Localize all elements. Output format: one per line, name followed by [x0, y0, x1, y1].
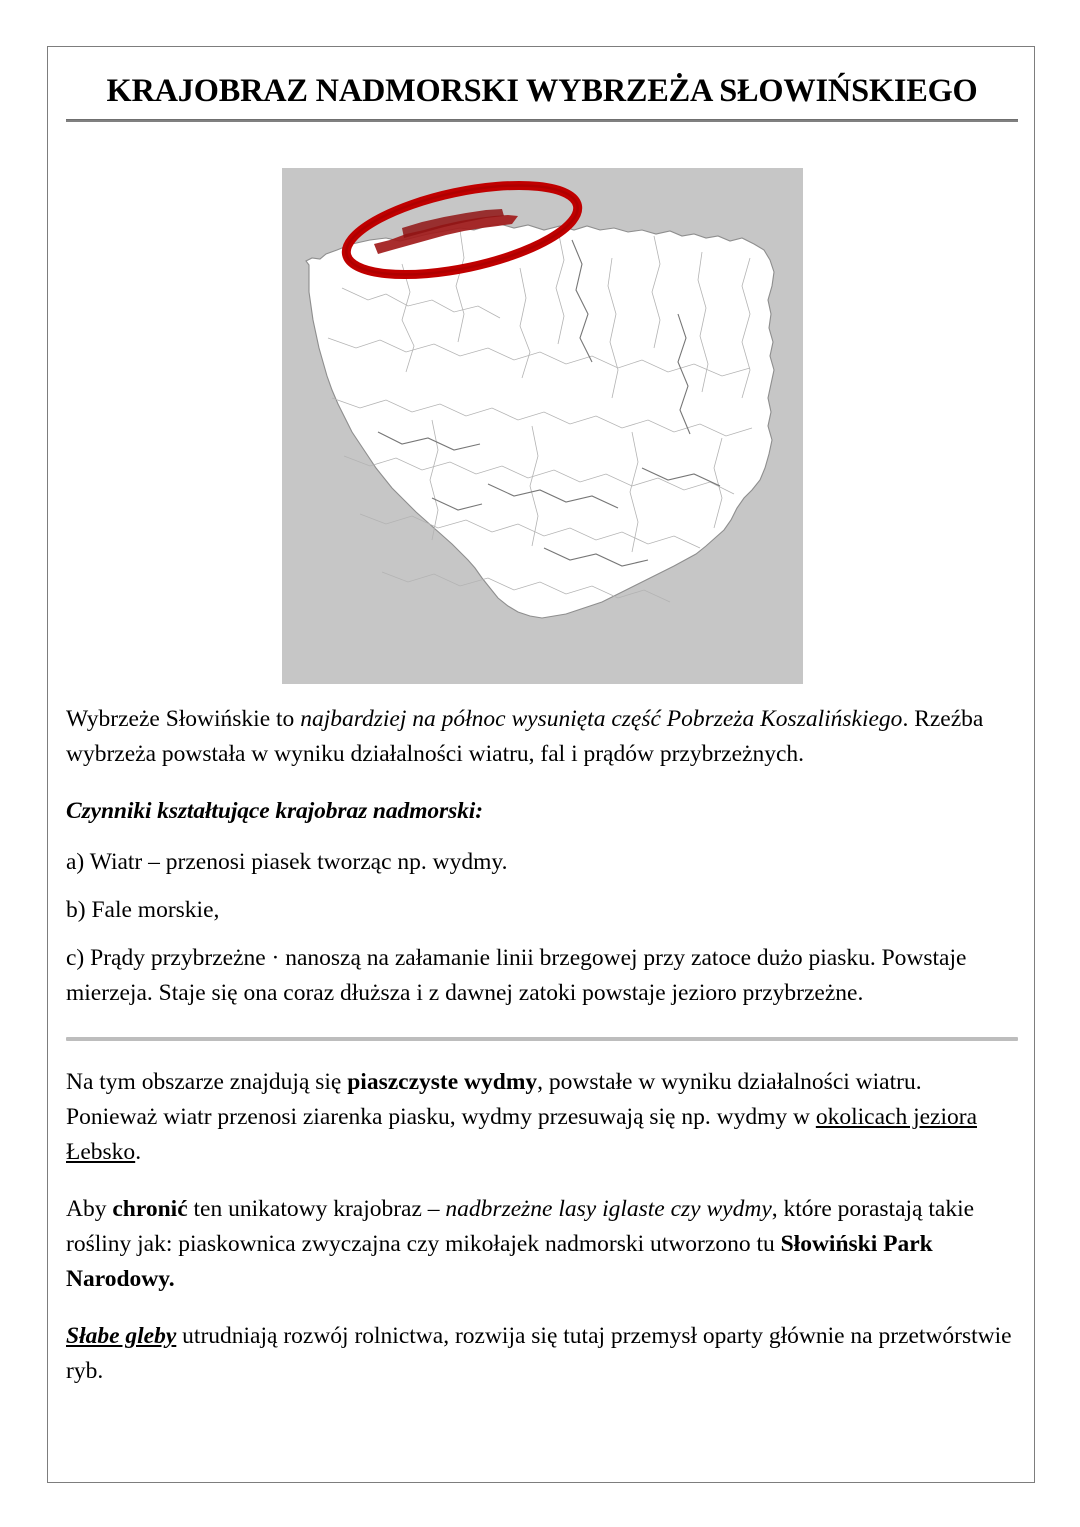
- dunes-paragraph: [66, 1065, 1018, 1170]
- protection-paragraph: [66, 1192, 1018, 1297]
- article-body: [66, 702, 1018, 1389]
- intro-text-1: Wybrzeże Słowińskie to: [66, 706, 301, 733]
- dunes-text-2: , powstałe w wyniku działalności wiatru. Ponieważ wiatr przenosi ziarenka piasku, wydmy przesuwają się np. wydmy w: [66, 1069, 922, 1131]
- section-divider: [66, 1037, 1018, 1041]
- intro-paragraph: [66, 702, 1018, 772]
- dunes-bold-1: piaszczyste wydmy: [347, 1069, 538, 1096]
- soils-text-1: utrudniają rozwój rolnictwa, rozwija się tutaj przemysł oparty głównie na przetwórstwie ryb.: [66, 1323, 1012, 1385]
- factor-item-c: c) Prądy przybrzeżne · nanoszą na załamanie linii brzegowej przy zatoce dużo piasku. Powstaje mierzeja. Staje się ona coraz dłuższa i z dawnej zatoki powstaje jezioro przybrzeżne.: [66, 945, 967, 1007]
- protection-bold-1: chronić: [112, 1196, 188, 1223]
- title-divider: [66, 119, 1018, 122]
- protection-bold-2: Słowiński Park Narodowy.: [66, 1231, 933, 1293]
- dunes-text-3: .: [135, 1139, 142, 1166]
- dunes-underline-1: okolicach jeziora Łebsko: [66, 1104, 977, 1166]
- protection-italic-1: nadbrzeżne lasy iglaste czy wydmy: [445, 1196, 772, 1223]
- intro-text-2: . Rzeźba wybrzeża powstała w wyniku działalności wiatru, fal i prądów przybrzeżnych.: [66, 706, 984, 768]
- section-heading-factors: Czynniki kształtujące krajobraz nadmorski:: [66, 798, 483, 825]
- protection-text-1: Aby: [66, 1196, 113, 1223]
- page-content: [66, 57, 1018, 1472]
- poland-map-graphic: [282, 168, 803, 684]
- intro-italic-1: najbardziej na północ wysunięta część Pobrzeża Koszalińskiego: [300, 706, 903, 733]
- map-of-poland: [282, 168, 803, 684]
- document-page: [47, 46, 1035, 1483]
- protection-text-3: , które porastają takie rośliny jak: piaskownica zwyczajna czy mikołajek nadmorski utworzono tu: [66, 1196, 975, 1258]
- soils-emphasis: Słabe gleby: [66, 1323, 177, 1350]
- factor-item-a: a) Wiatr – przenosi piasek tworząc np. wydmy.: [66, 849, 508, 876]
- soils-paragraph: [66, 1319, 1018, 1389]
- page-title: KRAJOBRAZ NADMORSKI WYBRZEŻA SŁOWIŃSKIEGO: [106, 73, 978, 109]
- protection-text-2: ten unikatowy krajobraz –: [187, 1196, 446, 1223]
- factor-item-b: b) Fale morskie,: [66, 897, 220, 924]
- dunes-text-1: Na tym obszarze znajdują się: [66, 1069, 348, 1096]
- map-figure: [66, 168, 1018, 684]
